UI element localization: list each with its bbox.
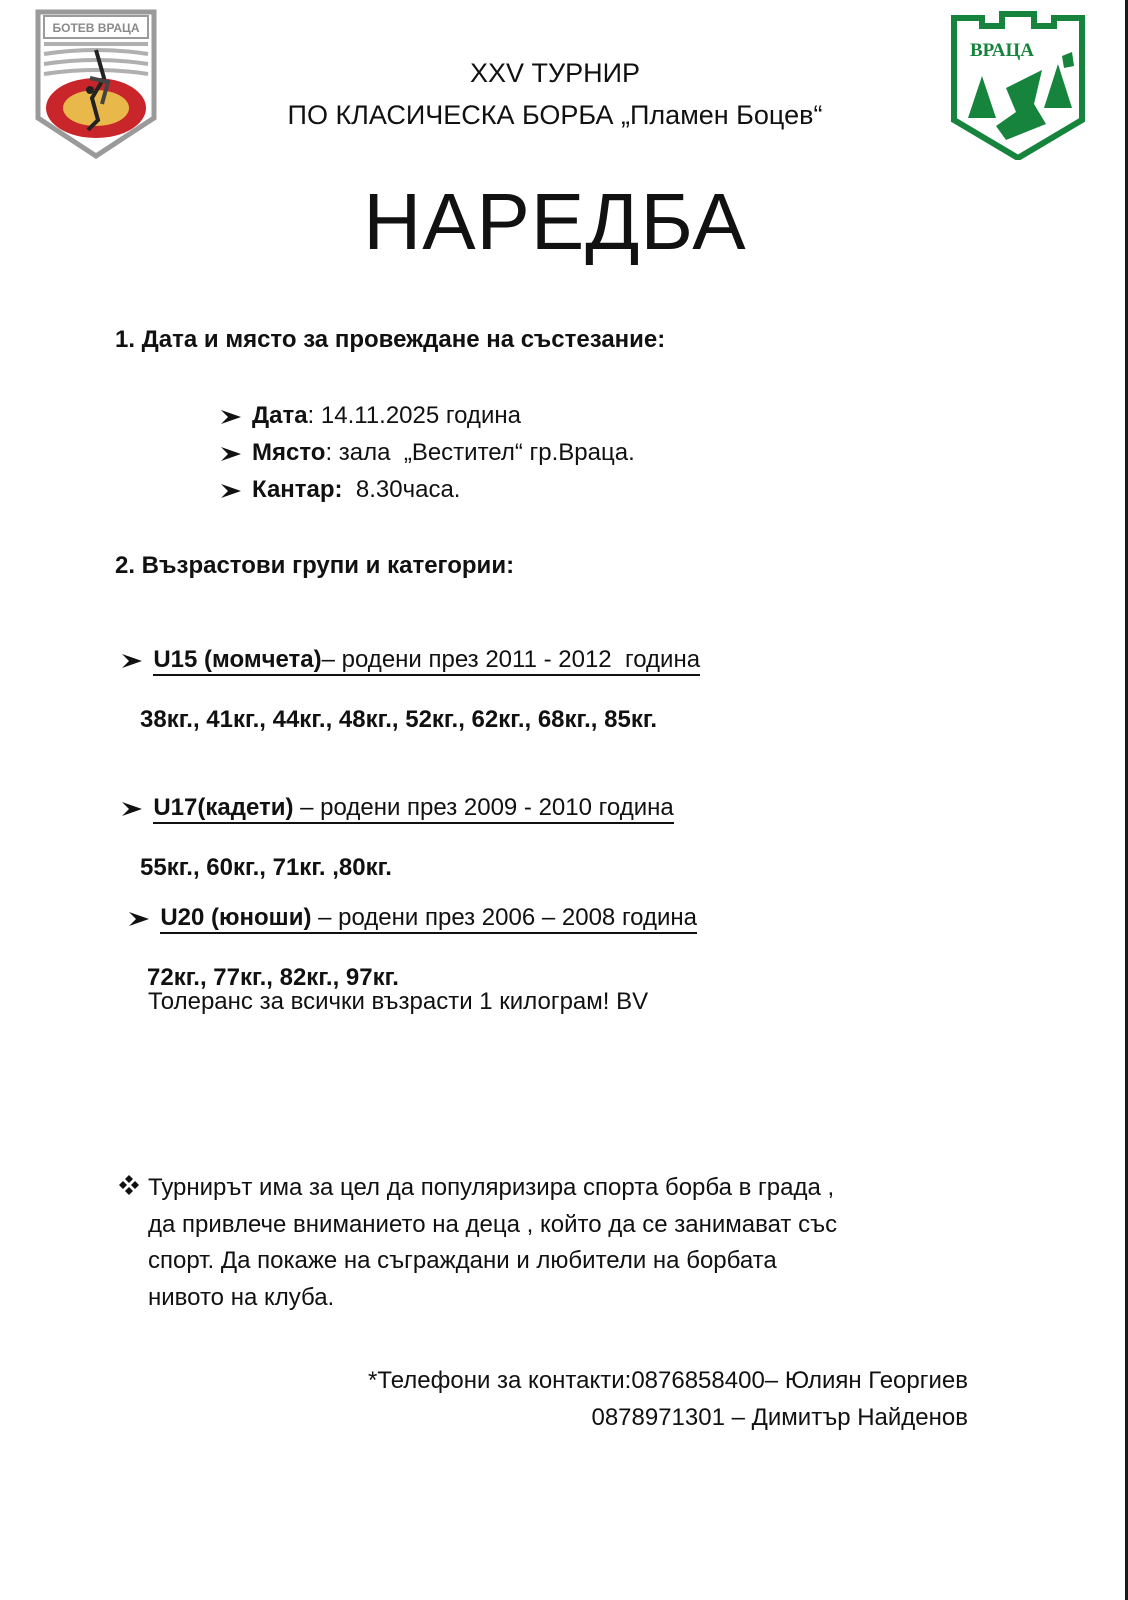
tolerance-note: Толеранс за всички възрасти 1 килограм! BV [148, 988, 649, 1015]
place-item: Място: зала „Вестител“ гр.Враца. [220, 439, 635, 467]
group-weights: 55кг., 60кг., 71кг. ,80кг. [140, 854, 392, 881]
group-name: U20 (юноши) [160, 904, 312, 931]
document-title: НАРЕДБА [363, 177, 747, 266]
purpose-line: спорт. Да покаже на съграждани и любители на борбата [148, 1247, 777, 1274]
arrow-bullet-icon [128, 911, 150, 927]
arrow-bullet-icon [121, 653, 143, 669]
arrow-bullet-icon [220, 446, 242, 462]
group-years: – родени през 2009 - 2010 година [293, 794, 674, 821]
section-1-heading: 1. Дата и място за провеждане на състезание: [115, 326, 666, 353]
purpose-line: нивото на клуба. [148, 1283, 335, 1311]
contacts-block [368, 1362, 968, 1436]
tournament-number: XXV ТУРНИР [469, 58, 641, 88]
weigh-in-item: Кантар: 8.30часа. [220, 476, 460, 504]
diamond-bullet-icon [118, 1174, 140, 1196]
purpose-line: Турнирът има за цел да популяризира спорта борба в града , [148, 1174, 835, 1201]
logo-right-text: ВРАЦА [969, 40, 1035, 61]
section-2-heading: 2. Възрастови групи и категории: [115, 552, 515, 579]
group-years: – родени през 2011 - 2012 година [321, 646, 701, 673]
purpose-line: да привлече вниманието на деца , който да се занимават със [148, 1210, 838, 1238]
arrow-bullet-icon [220, 483, 242, 499]
contact-line-1: *Телефони за контакти:0876858400– Юлиян Георгиев [368, 1367, 968, 1394]
group-years: – родени през 2006 – 2008 година [311, 904, 697, 931]
arrow-bullet-icon [220, 409, 242, 425]
tournament-name: ПО КЛАСИЧЕСКА БОРБА „Пламен Боцев“ [287, 100, 823, 130]
logo-left-text: БОТЕВ ВРАЦА [52, 21, 140, 35]
group-weights: 72кг., 77кг., 82кг., 97кг. [147, 964, 399, 991]
date-item: Дата: 14.11.2025 година [220, 402, 521, 430]
arrow-bullet-icon [121, 801, 143, 817]
age-group-u15 [108, 618, 700, 762]
group-weights: 38кг., 41кг., 44кг., 48кг., 52кг., 62кг., 68кг., 85кг. [140, 706, 658, 733]
group-name: U15 (момчета) [153, 646, 322, 673]
group-name: U17(кадети) [153, 794, 294, 821]
purpose-paragraph [118, 1170, 968, 1316]
contact-line-2: 0878971301 – Димитър Найденов [591, 1404, 968, 1431]
